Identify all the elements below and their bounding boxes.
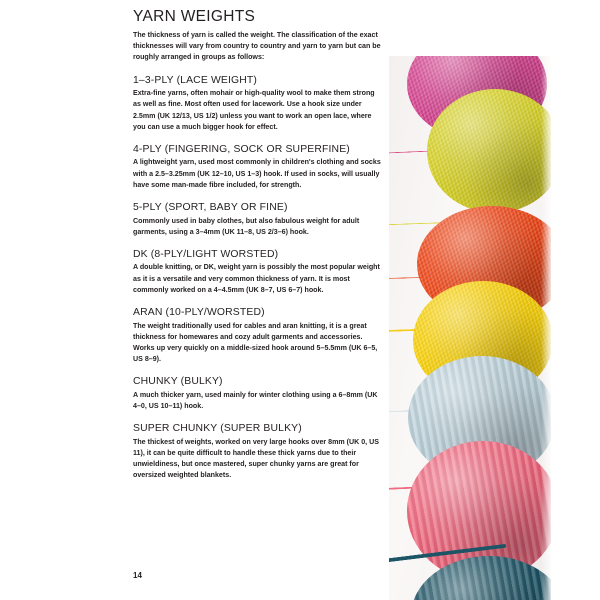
section-5-ply — [133, 202, 382, 238]
text-column — [133, 8, 382, 592]
page-number: 14 — [133, 571, 142, 580]
yarn-shading — [427, 89, 551, 213]
section-dk — [133, 249, 382, 296]
section-body: Commonly used in baby clothes, but also fabulous weight for adult garments, using a 3–4mm (UK 11–8, US 2/3–6) hook. — [133, 216, 360, 236]
intro-paragraph: The thickness of yarn is called the weight. The classification of the exact thicknesses will vary from country to country and yarn to yarn but can be roughly arranged in groups as follows: — [133, 31, 381, 62]
section-body: A lightweight yarn, used most commonly in children's clothing and socks with a 2.5–3.25mm (UK 12–10, US 1–3) hook. If used in socks, will usually have some man-made fibre included, for strength. — [133, 158, 381, 189]
section-body: A double knitting, or DK, weight yarn is possibly the most popular weight as it is a versatile and very common thickness of yarn. It is most commonly worked on a 4–4.5mm (UK 8–7, US 6–7) hook. — [133, 263, 380, 294]
section-body: Extra-fine yarns, often mohair or high-quality wool to make them strong as well as fine. Most often used for lacework. Use a hook size under 2.5mm (UK 12/13, US 1/2) unless you want to work an open lace, where you can use a much bigger hook for effect. — [133, 89, 375, 131]
photo-right-fade — [541, 56, 551, 600]
section-heading: ARAN (10-PLY/WORSTED) — [133, 307, 265, 319]
section-lace-weight — [133, 75, 382, 133]
section-heading: 1–3-PLY (LACE WEIGHT) — [133, 74, 258, 86]
section-heading: 4-PLY (FINGERING, SOCK OR SUPERFINE) — [133, 143, 350, 155]
section-chunky — [133, 376, 382, 412]
section-super-chunky — [133, 423, 382, 481]
page-title: YARN WEIGHTS — [133, 8, 256, 25]
section-heading: SUPER CHUNKY (SUPER BULKY) — [133, 423, 302, 435]
section-aran — [133, 307, 382, 365]
section-body: The thickest of weights, worked on very large hooks over 8mm (UK 0, US 11), it can be quite difficult to handle these thick yarns due to their unwieldiness, but once mastered, super chunky yarns are great for oversized weighted blankets. — [133, 437, 379, 480]
section-heading: CHUNKY (BULKY) — [133, 376, 223, 388]
section-body: A much thicker yarn, used mainly for winter clothing using a 6–8mm (UK 4–0, US 10–11) hook. — [133, 390, 378, 411]
section-body: The weight traditionally used for cables and aran knitting, it is a great thickness for homewares and cozy adult garments and accessories. Works up very quickly on a middle-sized hook around 5–5.5mm (UK 6–5, US 8–9). — [133, 321, 378, 364]
yarn-photo — [389, 56, 551, 600]
section-heading: DK (8-PLY/LIGHT WORSTED) — [133, 248, 279, 260]
section-4-ply — [133, 144, 382, 191]
section-heading: 5-PLY (SPORT, BABY OR FINE) — [133, 202, 288, 214]
yarn-ball-chartreuse — [427, 89, 551, 213]
